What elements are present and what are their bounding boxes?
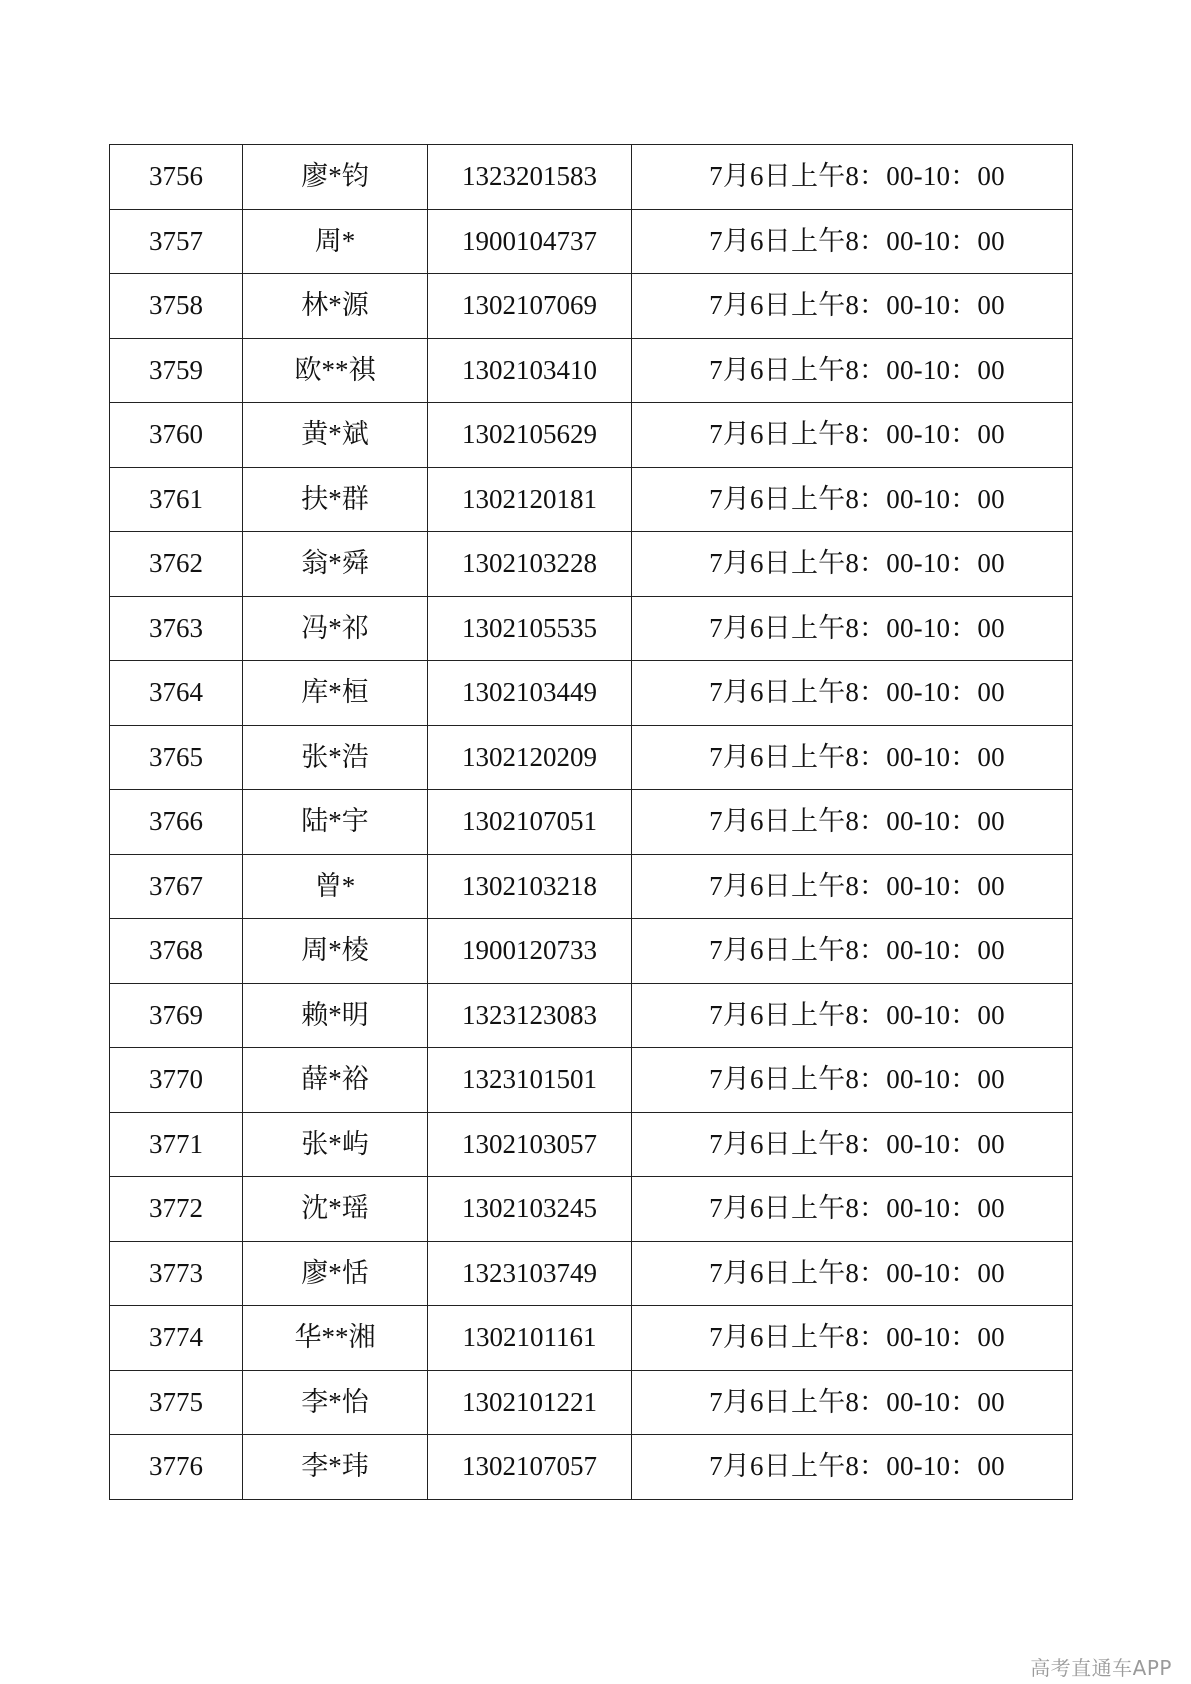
cell-id-number: 1302120209 <box>428 725 632 790</box>
cell-id-number: 1323201583 <box>428 145 632 210</box>
cell-number: 3762 <box>110 532 243 597</box>
cell-id-number: 1302101161 <box>428 1306 632 1371</box>
table-row <box>110 983 1073 1048</box>
cell-id-number: 1302103449 <box>428 661 632 726</box>
cell-exam-time: 7月6日上午8：00-10：00 <box>632 661 1073 726</box>
table-row <box>110 1241 1073 1306</box>
cell-exam-time: 7月6日上午8：00-10：00 <box>632 274 1073 339</box>
table-row <box>110 1112 1073 1177</box>
cell-name: 廖*恬 <box>243 1241 428 1306</box>
cell-number: 3776 <box>110 1435 243 1500</box>
cell-name: 张*浩 <box>243 725 428 790</box>
table-row <box>110 1306 1073 1371</box>
cell-name: 沈*瑶 <box>243 1177 428 1242</box>
table-row <box>110 854 1073 919</box>
cell-id-number: 1302107069 <box>428 274 632 339</box>
cell-exam-time: 7月6日上午8：00-10：00 <box>632 596 1073 661</box>
cell-number: 3766 <box>110 790 243 855</box>
table-row <box>110 532 1073 597</box>
cell-id-number: 1900104737 <box>428 209 632 274</box>
cell-id-number: 1302105535 <box>428 596 632 661</box>
table-row <box>110 467 1073 532</box>
table-row <box>110 1177 1073 1242</box>
cell-exam-time: 7月6日上午8：00-10：00 <box>632 1370 1073 1435</box>
cell-id-number: 1302103228 <box>428 532 632 597</box>
cell-name: 陆*宇 <box>243 790 428 855</box>
cell-exam-time: 7月6日上午8：00-10：00 <box>632 145 1073 210</box>
roster-table-body <box>110 145 1073 1500</box>
cell-exam-time: 7月6日上午8：00-10：00 <box>632 338 1073 403</box>
cell-name: 廖*钧 <box>243 145 428 210</box>
cell-id-number: 1302101221 <box>428 1370 632 1435</box>
cell-number: 3764 <box>110 661 243 726</box>
cell-number: 3763 <box>110 596 243 661</box>
cell-name: 李*怡 <box>243 1370 428 1435</box>
cell-id-number: 1302103410 <box>428 338 632 403</box>
cell-number: 3768 <box>110 919 243 984</box>
cell-number: 3772 <box>110 1177 243 1242</box>
cell-name: 周*棱 <box>243 919 428 984</box>
cell-id-number: 1323101501 <box>428 1048 632 1113</box>
cell-number: 3760 <box>110 403 243 468</box>
cell-number: 3770 <box>110 1048 243 1113</box>
cell-number: 3774 <box>110 1306 243 1371</box>
cell-exam-time: 7月6日上午8：00-10：00 <box>632 854 1073 919</box>
cell-name: 库*桓 <box>243 661 428 726</box>
cell-exam-time: 7月6日上午8：00-10：00 <box>632 403 1073 468</box>
cell-exam-time: 7月6日上午8：00-10：00 <box>632 1306 1073 1371</box>
cell-exam-time: 7月6日上午8：00-10：00 <box>632 467 1073 532</box>
cell-number: 3756 <box>110 145 243 210</box>
cell-name: 扶*群 <box>243 467 428 532</box>
cell-number: 3758 <box>110 274 243 339</box>
table-row <box>110 661 1073 726</box>
cell-name: 张*屿 <box>243 1112 428 1177</box>
table-row <box>110 1435 1073 1500</box>
roster-table <box>109 144 1073 1500</box>
cell-name: 林*源 <box>243 274 428 339</box>
cell-name: 欧**祺 <box>243 338 428 403</box>
cell-id-number: 1302107051 <box>428 790 632 855</box>
cell-name: 黄*斌 <box>243 403 428 468</box>
cell-exam-time: 7月6日上午8：00-10：00 <box>632 1177 1073 1242</box>
cell-name: 周* <box>243 209 428 274</box>
cell-name: 翁*舜 <box>243 532 428 597</box>
table-row <box>110 145 1073 210</box>
cell-exam-time: 7月6日上午8：00-10：00 <box>632 983 1073 1048</box>
table-row <box>110 596 1073 661</box>
cell-id-number: 1302120181 <box>428 467 632 532</box>
cell-name: 冯*祁 <box>243 596 428 661</box>
cell-number: 3769 <box>110 983 243 1048</box>
table-row <box>110 790 1073 855</box>
table-row <box>110 1370 1073 1435</box>
cell-number: 3765 <box>110 725 243 790</box>
cell-exam-time: 7月6日上午8：00-10：00 <box>632 725 1073 790</box>
cell-number: 3761 <box>110 467 243 532</box>
cell-id-number: 1302103245 <box>428 1177 632 1242</box>
cell-exam-time: 7月6日上午8：00-10：00 <box>632 790 1073 855</box>
watermark-text: 高考直通车APP <box>1030 1656 1172 1680</box>
table-row <box>110 1048 1073 1113</box>
cell-id-number: 1302103057 <box>428 1112 632 1177</box>
cell-id-number: 1900120733 <box>428 919 632 984</box>
cell-exam-time: 7月6日上午8：00-10：00 <box>632 919 1073 984</box>
cell-id-number: 1302103218 <box>428 854 632 919</box>
cell-exam-time: 7月6日上午8：00-10：00 <box>632 532 1073 597</box>
cell-id-number: 1302107057 <box>428 1435 632 1500</box>
cell-name: 赖*明 <box>243 983 428 1048</box>
cell-number: 3767 <box>110 854 243 919</box>
cell-name: 薛*裕 <box>243 1048 428 1113</box>
table-row <box>110 725 1073 790</box>
cell-exam-time: 7月6日上午8：00-10：00 <box>632 1048 1073 1113</box>
cell-number: 3775 <box>110 1370 243 1435</box>
cell-id-number: 1323123083 <box>428 983 632 1048</box>
cell-name: 华**湘 <box>243 1306 428 1371</box>
cell-number: 3759 <box>110 338 243 403</box>
table-row <box>110 919 1073 984</box>
cell-exam-time: 7月6日上午8：00-10：00 <box>632 1241 1073 1306</box>
table-row <box>110 274 1073 339</box>
cell-name: 李*玮 <box>243 1435 428 1500</box>
table-row <box>110 209 1073 274</box>
cell-exam-time: 7月6日上午8：00-10：00 <box>632 1112 1073 1177</box>
cell-id-number: 1323103749 <box>428 1241 632 1306</box>
cell-exam-time: 7月6日上午8：00-10：00 <box>632 1435 1073 1500</box>
table-row <box>110 403 1073 468</box>
cell-exam-time: 7月6日上午8：00-10：00 <box>632 209 1073 274</box>
cell-number: 3773 <box>110 1241 243 1306</box>
cell-number: 3771 <box>110 1112 243 1177</box>
cell-name: 曾* <box>243 854 428 919</box>
table-row <box>110 338 1073 403</box>
cell-id-number: 1302105629 <box>428 403 632 468</box>
cell-number: 3757 <box>110 209 243 274</box>
